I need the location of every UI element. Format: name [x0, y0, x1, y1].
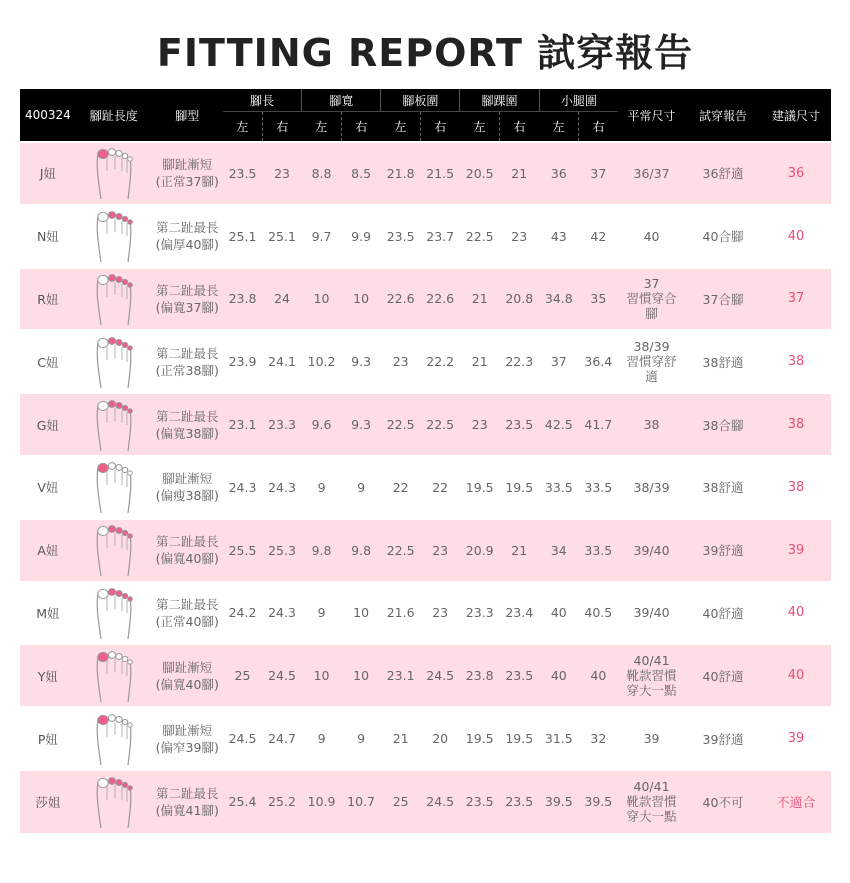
- measurement-cell: 23: [262, 142, 302, 205]
- measurement-cell: 39.5: [579, 770, 619, 833]
- measurement-cell: 23.3: [460, 582, 500, 645]
- foot-type-note: (正常38腳): [155, 362, 219, 378]
- measurement-cell: 25.1: [223, 205, 263, 268]
- measurement-cell: 9: [302, 707, 342, 770]
- usual-size-cell: 36/37: [618, 142, 685, 205]
- measurement-cell: 10.9: [302, 770, 342, 833]
- foot-type-label: 第二趾最長: [155, 345, 219, 361]
- measurement-cell: 40: [539, 582, 579, 645]
- measurement-cell: 23.9: [223, 330, 263, 393]
- suggested-size-cell: 不適合: [761, 770, 831, 833]
- header-foot-width: 腳寬: [302, 89, 381, 112]
- header-right: 右: [262, 112, 302, 143]
- foot-type-label: 第二趾最長: [155, 282, 219, 298]
- measurement-cell: 9: [341, 707, 381, 770]
- report-cell: 40舒適: [685, 582, 761, 645]
- row-name: N妞: [20, 205, 76, 268]
- header-suggested: 建議尺寸: [761, 89, 831, 142]
- measurement-cell: 22.5: [420, 393, 460, 456]
- measurement-cell: 22.3: [499, 330, 539, 393]
- foot-type-label: 第二趾最長: [155, 220, 219, 236]
- measurement-cell: 9.3: [341, 330, 381, 393]
- measurement-cell: 34: [539, 519, 579, 582]
- measurement-cell: 22.6: [381, 268, 421, 331]
- header-calf: 小腿圍: [539, 89, 618, 112]
- foot-type-cell: [152, 393, 223, 456]
- measurement-cell: 36.4: [579, 330, 619, 393]
- table-row: [20, 142, 831, 205]
- measurement-cell: 8.5: [341, 142, 381, 205]
- header-left: 左: [223, 112, 263, 143]
- measurement-cell: 24.7: [262, 707, 302, 770]
- header-id: 400324: [20, 89, 76, 142]
- measurement-cell: 23: [420, 519, 460, 582]
- measurement-cell: 23.3: [262, 393, 302, 456]
- measurement-cell: 31.5: [539, 707, 579, 770]
- header-toe-length: 腳趾長度: [76, 89, 152, 142]
- foot-type-label: 第二趾最長: [155, 408, 219, 424]
- suggested-size-cell: 38: [761, 330, 831, 393]
- report-cell: 40舒適: [685, 644, 761, 707]
- table-row: [20, 582, 831, 645]
- measurement-cell: 23.5: [223, 142, 263, 205]
- measurement-cell: 20.9: [460, 519, 500, 582]
- measurement-cell: 24.5: [420, 644, 460, 707]
- toe-diagram-icon: [76, 707, 152, 770]
- measurement-cell: 23: [420, 582, 460, 645]
- measurement-cell: 23.1: [223, 393, 263, 456]
- fitting-table: [20, 89, 831, 833]
- table-row: [20, 456, 831, 519]
- header-usual-size: 平常尺寸: [618, 89, 685, 142]
- measurement-cell: 23: [381, 330, 421, 393]
- header-instep: 腳板圍: [381, 89, 460, 112]
- measurement-cell: 22: [420, 456, 460, 519]
- report-cell: 39舒適: [685, 519, 761, 582]
- header-right: 右: [499, 112, 539, 143]
- row-name: R妞: [20, 268, 76, 331]
- foot-type-note: (偏寬38腳): [155, 425, 219, 441]
- usual-size-cell: 39/40: [618, 519, 685, 582]
- measurement-cell: 9: [302, 582, 342, 645]
- row-name: C妞: [20, 330, 76, 393]
- measurement-cell: 20: [420, 707, 460, 770]
- toe-diagram-icon: [76, 644, 152, 707]
- measurement-cell: 10: [341, 268, 381, 331]
- table-row: [20, 707, 831, 770]
- suggested-size-cell: 40: [761, 582, 831, 645]
- measurement-cell: 23.8: [223, 268, 263, 331]
- measurement-cell: 22: [381, 456, 421, 519]
- measurement-cell: 25: [381, 770, 421, 833]
- header-left: 左: [381, 112, 421, 143]
- row-name: P妞: [20, 707, 76, 770]
- report-cell: 39舒適: [685, 707, 761, 770]
- measurement-cell: 23.4: [499, 582, 539, 645]
- foot-type-note: (偏窄39腳): [155, 739, 219, 755]
- report-cell: 38合腳: [685, 393, 761, 456]
- measurement-cell: 22.2: [420, 330, 460, 393]
- measurement-cell: 41.7: [579, 393, 619, 456]
- foot-type-cell: [152, 268, 223, 331]
- measurement-cell: 23.5: [499, 393, 539, 456]
- measurement-cell: 25.2: [262, 770, 302, 833]
- row-name: V妞: [20, 456, 76, 519]
- row-name: G妞: [20, 393, 76, 456]
- measurement-cell: 25.1: [262, 205, 302, 268]
- measurement-cell: 20.8: [499, 268, 539, 331]
- toe-diagram-icon: [76, 770, 152, 833]
- measurement-cell: 9: [341, 456, 381, 519]
- table-row: [20, 770, 831, 833]
- suggested-size-cell: 37: [761, 268, 831, 331]
- row-name: M妞: [20, 582, 76, 645]
- measurement-cell: 24.5: [262, 644, 302, 707]
- measurement-cell: 24: [262, 268, 302, 331]
- measurement-cell: 42.5: [539, 393, 579, 456]
- measurement-cell: 25.5: [223, 519, 263, 582]
- report-cell: 40合腳: [685, 205, 761, 268]
- measurement-cell: 19.5: [460, 707, 500, 770]
- row-name: Y妞: [20, 644, 76, 707]
- header-foot-length: 腳長: [223, 89, 302, 112]
- measurement-cell: 20.5: [460, 142, 500, 205]
- foot-type-cell: [152, 205, 223, 268]
- header-foot-type: 腳型: [152, 89, 223, 142]
- measurement-cell: 43: [539, 205, 579, 268]
- report-cell: 37合腳: [685, 268, 761, 331]
- usual-size-cell: 40/41 靴款習慣 穿大一點: [618, 644, 685, 707]
- foot-type-cell: [152, 770, 223, 833]
- measurement-cell: 9.8: [341, 519, 381, 582]
- measurement-cell: 23.5: [499, 644, 539, 707]
- measurement-cell: 25: [223, 644, 263, 707]
- usual-size-cell: 40/41 靴款習慣 穿大一點: [618, 770, 685, 833]
- measurement-cell: 21: [381, 707, 421, 770]
- measurement-cell: 23: [499, 205, 539, 268]
- measurement-cell: 21: [460, 330, 500, 393]
- toe-diagram-icon: [76, 393, 152, 456]
- usual-size-cell: 37 習慣穿合 腳: [618, 268, 685, 331]
- measurement-cell: 10: [341, 582, 381, 645]
- report-cell: 38舒適: [685, 456, 761, 519]
- suggested-size-cell: 40: [761, 205, 831, 268]
- toe-diagram-icon: [76, 582, 152, 645]
- measurement-cell: 35: [579, 268, 619, 331]
- suggested-size-cell: 40: [761, 644, 831, 707]
- measurement-cell: 42: [579, 205, 619, 268]
- measurement-cell: 40: [539, 644, 579, 707]
- row-name: A妞: [20, 519, 76, 582]
- measurement-cell: 10: [302, 268, 342, 331]
- measurement-cell: 24.3: [262, 582, 302, 645]
- measurement-cell: 24.5: [420, 770, 460, 833]
- measurement-cell: 22.6: [420, 268, 460, 331]
- measurement-cell: 10.2: [302, 330, 342, 393]
- measurement-cell: 8.8: [302, 142, 342, 205]
- page-title: FITTING REPORT 試穿報告: [156, 31, 694, 75]
- measurement-cell: 21.5: [420, 142, 460, 205]
- toe-diagram-icon: [76, 142, 152, 205]
- measurement-cell: 33.5: [539, 456, 579, 519]
- measurement-cell: 21.8: [381, 142, 421, 205]
- measurement-cell: 37: [579, 142, 619, 205]
- measurement-cell: 24.2: [223, 582, 263, 645]
- measurement-cell: 22.5: [381, 519, 421, 582]
- measurement-cell: 36: [539, 142, 579, 205]
- foot-type-note: (正常40腳): [155, 613, 219, 629]
- toe-diagram-icon: [76, 456, 152, 519]
- report-cell: 38舒適: [685, 330, 761, 393]
- suggested-size-cell: 38: [761, 393, 831, 456]
- measurement-cell: 10: [302, 644, 342, 707]
- measurement-cell: 24.5: [223, 707, 263, 770]
- header-ankle: 腳踝圍: [460, 89, 539, 112]
- suggested-size-cell: 39: [761, 707, 831, 770]
- measurement-cell: 22.5: [460, 205, 500, 268]
- measurement-cell: 10.7: [341, 770, 381, 833]
- toe-diagram-icon: [76, 268, 152, 331]
- measurement-cell: 25.3: [262, 519, 302, 582]
- report-cell: 36舒適: [685, 142, 761, 205]
- measurement-cell: 39.5: [539, 770, 579, 833]
- measurement-cell: 25.4: [223, 770, 263, 833]
- measurement-cell: 21: [499, 519, 539, 582]
- measurement-cell: 9.3: [341, 393, 381, 456]
- measurement-cell: 23.5: [499, 770, 539, 833]
- measurement-cell: 23.5: [381, 205, 421, 268]
- toe-diagram-icon: [76, 205, 152, 268]
- foot-type-label: 第二趾最長: [155, 534, 219, 550]
- measurement-cell: 9: [302, 456, 342, 519]
- foot-type-label: 腳趾漸短: [162, 722, 213, 738]
- measurement-cell: 33.5: [579, 519, 619, 582]
- usual-size-cell: 38: [618, 393, 685, 456]
- foot-type-cell: [152, 142, 223, 205]
- measurement-cell: 34.8: [539, 268, 579, 331]
- usual-size-cell: 39/40: [618, 582, 685, 645]
- foot-type-cell: [152, 519, 223, 582]
- measurement-cell: 19.5: [499, 456, 539, 519]
- header-left: 左: [460, 112, 500, 143]
- report-cell: 40不可: [685, 770, 761, 833]
- measurement-cell: 40.5: [579, 582, 619, 645]
- measurement-cell: 23: [460, 393, 500, 456]
- foot-type-cell: [152, 330, 223, 393]
- suggested-size-cell: 36: [761, 142, 831, 205]
- header-left: 左: [302, 112, 342, 143]
- table-row: [20, 519, 831, 582]
- header-left: 左: [539, 112, 579, 143]
- table-row: [20, 268, 831, 331]
- usual-size-cell: 40: [618, 205, 685, 268]
- foot-type-note: (偏瘦38腳): [155, 488, 219, 504]
- row-name: 莎姐: [20, 770, 76, 833]
- foot-type-label: 第二趾最長: [155, 596, 219, 612]
- toe-diagram-icon: [76, 519, 152, 582]
- measurement-cell: 21: [499, 142, 539, 205]
- header-right: 右: [420, 112, 460, 143]
- foot-type-label: 腳趾漸短: [162, 659, 213, 675]
- foot-type-label: 第二趾最長: [155, 785, 219, 801]
- measurement-cell: 40: [579, 644, 619, 707]
- measurement-cell: 9.9: [341, 205, 381, 268]
- foot-type-note: (偏厚40腳): [155, 237, 219, 253]
- foot-type-cell: [152, 644, 223, 707]
- measurement-cell: 21: [460, 268, 500, 331]
- foot-type-note: (偏寬37腳): [155, 299, 219, 315]
- measurement-cell: 23.1: [381, 644, 421, 707]
- measurement-cell: 24.3: [223, 456, 263, 519]
- measurement-cell: 37: [539, 330, 579, 393]
- table-row: [20, 330, 831, 393]
- usual-size-cell: 38/39 習慣穿舒 適: [618, 330, 685, 393]
- table-row: [20, 393, 831, 456]
- foot-type-cell: [152, 707, 223, 770]
- header-right: 右: [341, 112, 381, 143]
- table-row: [20, 644, 831, 707]
- header-right: 右: [579, 112, 619, 143]
- toe-diagram-icon: [76, 330, 152, 393]
- measurement-cell: 22.5: [381, 393, 421, 456]
- measurement-cell: 19.5: [499, 707, 539, 770]
- foot-type-note: (偏寬41腳): [155, 802, 219, 818]
- measurement-cell: 9.6: [302, 393, 342, 456]
- measurement-cell: 9.7: [302, 205, 342, 268]
- table-row: [20, 205, 831, 268]
- measurement-cell: 10: [341, 644, 381, 707]
- measurement-cell: 9.8: [302, 519, 342, 582]
- foot-type-note: (正常37腳): [155, 174, 219, 190]
- measurement-cell: 24.1: [262, 330, 302, 393]
- foot-type-note: (偏寬40腳): [155, 551, 219, 567]
- usual-size-cell: 39: [618, 707, 685, 770]
- measurement-cell: 33.5: [579, 456, 619, 519]
- foot-type-cell: [152, 582, 223, 645]
- header-report: 試穿報告: [685, 89, 761, 142]
- measurement-cell: 24.3: [262, 456, 302, 519]
- measurement-cell: 23.5: [460, 770, 500, 833]
- suggested-size-cell: 38: [761, 456, 831, 519]
- measurement-cell: 23.8: [460, 644, 500, 707]
- foot-type-label: 腳趾漸短: [162, 471, 213, 487]
- row-name: J妞: [20, 142, 76, 205]
- foot-type-note: (偏寬40腳): [155, 676, 219, 692]
- measurement-cell: 21.6: [381, 582, 421, 645]
- suggested-size-cell: 39: [761, 519, 831, 582]
- measurement-cell: 23.7: [420, 205, 460, 268]
- usual-size-cell: 38/39: [618, 456, 685, 519]
- foot-type-label: 腳趾漸短: [162, 157, 213, 173]
- measurement-cell: 19.5: [460, 456, 500, 519]
- foot-type-cell: [152, 456, 223, 519]
- measurement-cell: 32: [579, 707, 619, 770]
